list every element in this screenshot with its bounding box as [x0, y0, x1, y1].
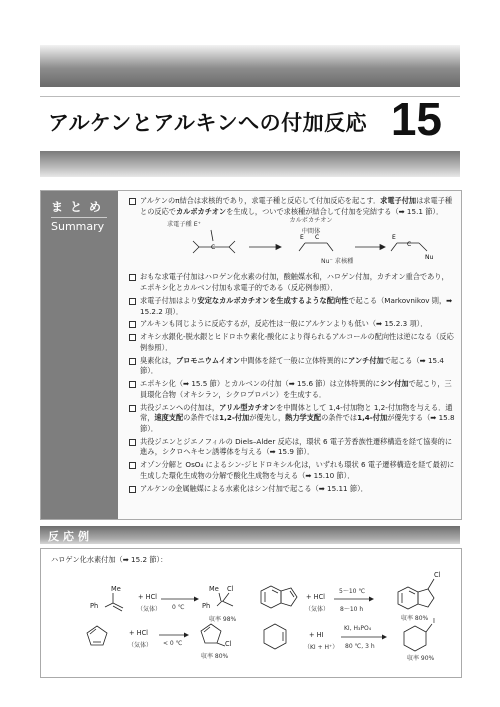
summary-item: アルキンも同じように反応するが，反応性は一般にアルケンよりも低い（➡ 15.2.3 項）．: [129, 319, 455, 330]
key-term: 熱力学支配: [285, 413, 322, 423]
summary-item: 共役ジエンとジエノフィルの Diels–Alder 反応は，環状 6 電子芳香族性遷移構造を経て協奏的に進み，シクロヘキセン誘導体を与える（➡ 15.9 節）．: [129, 437, 455, 458]
product-cl: Cl: [225, 640, 232, 648]
summary-label-jp: まとめ: [51, 200, 109, 214]
atom-e: E: [392, 234, 396, 242]
summary-item: オゾン分解と OsO₄ によるシン-ジヒドロキシル化は，いずれも環状 6 電子遷移構造を経て最初に生成した環化生成物の分解で酸化生成物を与える（➡ 15.10 節）．: [129, 460, 455, 481]
text: を生成し，ついで求核種が結合して付加を完結する（➡ 15.1 節）．: [226, 206, 444, 216]
summary-item: [129, 403, 455, 435]
reaction-arrow: [341, 634, 389, 640]
text: エポキシ化（➡ 15.5 節）とカルベンの付加（➡ 15.6 節）は立体特異的に: [140, 379, 380, 389]
substituent-me: Me: [111, 585, 121, 593]
yield: 収率 98%: [209, 616, 237, 623]
intermediate-label: カルボカチオン 中間体: [289, 217, 333, 236]
summary-label-en: Summary: [51, 217, 107, 233]
product-me: Me: [209, 585, 219, 593]
summary-item: おもな求電子付加はハロゲン化水素の付加，酸触媒水和，ハロゲン付加，カチオン重合であり，エポキシ化とカルベン付加も求電子的である（反応例参照）．: [129, 272, 455, 293]
text: 求核種: [334, 258, 354, 266]
key-term: 1,4-付加: [357, 413, 388, 423]
product-cl: Cl: [227, 585, 234, 593]
product-i: I: [433, 617, 435, 625]
reagent: + HCl: [138, 593, 158, 601]
condition-time: 80 ℃, 3 h: [345, 643, 375, 650]
condition: 0 ℃: [172, 604, 185, 611]
summary-item: [129, 379, 455, 400]
text: 求電子付加はより: [140, 295, 198, 305]
product-structure: [209, 591, 241, 615]
mechanism-diagram: [129, 219, 455, 268]
reagent: + HCl: [129, 629, 149, 637]
product-ph: Ph: [202, 602, 211, 610]
mechanism-scheme: [129, 219, 455, 268]
yield: 収率 90%: [407, 655, 435, 662]
text: 中間体を経て一般に立体特異的に: [240, 355, 349, 365]
reaction-arrow: [159, 632, 191, 638]
reagent-phase: （気体）: [128, 642, 153, 649]
reactions-title: 反応例: [48, 530, 93, 543]
summary-item: オキシ水銀化-脱水銀とヒドロホウ素化-酸化により得られるアルコールの配向性は逆になる（反応例参照）．: [129, 332, 455, 353]
text: が優先する（➡ 15.8 節）．: [140, 413, 455, 433]
key-term: 速度支配: [154, 413, 184, 423]
reagent-phase: （気体）: [305, 606, 330, 613]
header-gradient-band: [40, 45, 460, 87]
yield: 収率 80%: [201, 653, 229, 660]
text: の条件では: [183, 413, 220, 423]
reactions-section: [40, 548, 462, 678]
title-gradient-band: [40, 151, 460, 177]
text: は求電子種との反応で: [140, 196, 453, 216]
cyclopentadiene-structure: [85, 624, 109, 648]
condition: < 0 ℃: [163, 640, 183, 647]
condition-reagents: KI, H₃PO₄: [344, 625, 372, 632]
key-term: アンチ付加: [348, 355, 384, 365]
key-term: カルボカチオン: [175, 206, 227, 216]
key-term: 求電子付加: [380, 196, 417, 205]
atom-nu: Nu: [425, 254, 434, 262]
condition-time: 8〜10 h: [340, 606, 364, 613]
summary-item: [129, 296, 455, 317]
text: で起こり，三員環化合物（オキシラン，シクロプロパン）を生成する．: [140, 379, 452, 399]
atom-c: C: [211, 244, 216, 252]
text: の条件では: [321, 413, 358, 423]
key-term: 安定なカルボカチオンを生成するような配向性: [197, 295, 349, 305]
summary-item: [129, 196, 455, 217]
text: アルケンのπ結合は求核的であり，求電子種と反応して付加反応を起こす．: [140, 196, 381, 205]
yield: 収率 80%: [401, 615, 429, 622]
product-cl: Cl: [434, 571, 441, 579]
key-term: 1,2-付加: [219, 413, 250, 423]
indene-structure: [259, 582, 301, 616]
reagent: + HCl: [306, 593, 326, 601]
substituent-ph: Ph: [90, 602, 99, 610]
alkene-structure: [99, 589, 129, 619]
text: が優先し，: [249, 413, 286, 423]
text: 求電子種: [167, 221, 192, 229]
text: で起こる（Markovnikov 則，➡ 15.2.2 項）．: [140, 295, 453, 316]
cyclohexene-structure: [261, 622, 291, 652]
summary-section: [40, 190, 462, 520]
reagent: + HI: [309, 631, 324, 639]
key-term: ブロモニウムイオン: [175, 355, 241, 365]
summary-item: アルケンの金属触媒による水素化はシン付加で起こる（➡ 15.11 節）．: [129, 484, 455, 495]
atom-c: C: [315, 234, 320, 242]
text: 臭素化は，: [140, 355, 176, 365]
condition-temp: 5〜10 ℃: [339, 588, 366, 595]
chapter-number: 15: [390, 93, 442, 145]
reaction-arrow: [161, 596, 201, 602]
summary-sidebar: [41, 191, 118, 519]
summary-list: [129, 196, 455, 497]
reactions-heading: ハロゲン化水素付加（➡ 15.2 節）：: [51, 555, 168, 564]
key-term: シン付加: [380, 379, 409, 389]
text: で起こる（➡ 15.4 節）．: [140, 355, 444, 376]
atom-c: C: [407, 241, 412, 249]
chapter-title: アルケンとアルキンへの付加反応: [48, 111, 368, 135]
reagent-phase: （KI + H⁺）: [304, 644, 339, 651]
text: を中間体として 1,4-付加物と 1,2-付加物を与える．通常，: [140, 402, 453, 423]
atom-e: E: [300, 234, 304, 242]
chloroindane-structure: [396, 577, 440, 615]
text: Nu⁻: [321, 258, 333, 266]
summary-item: [129, 356, 455, 377]
reactions-header-band: [40, 526, 460, 544]
text: E⁺: [193, 221, 201, 229]
key-term: アリル型カチオン: [219, 402, 277, 412]
text: 共役ジエンへの付加は，: [140, 402, 220, 412]
reagent-phase: （気体）: [137, 606, 162, 613]
iodocyclohexane-structure: [401, 620, 437, 652]
reaction-arrow: [334, 596, 376, 602]
